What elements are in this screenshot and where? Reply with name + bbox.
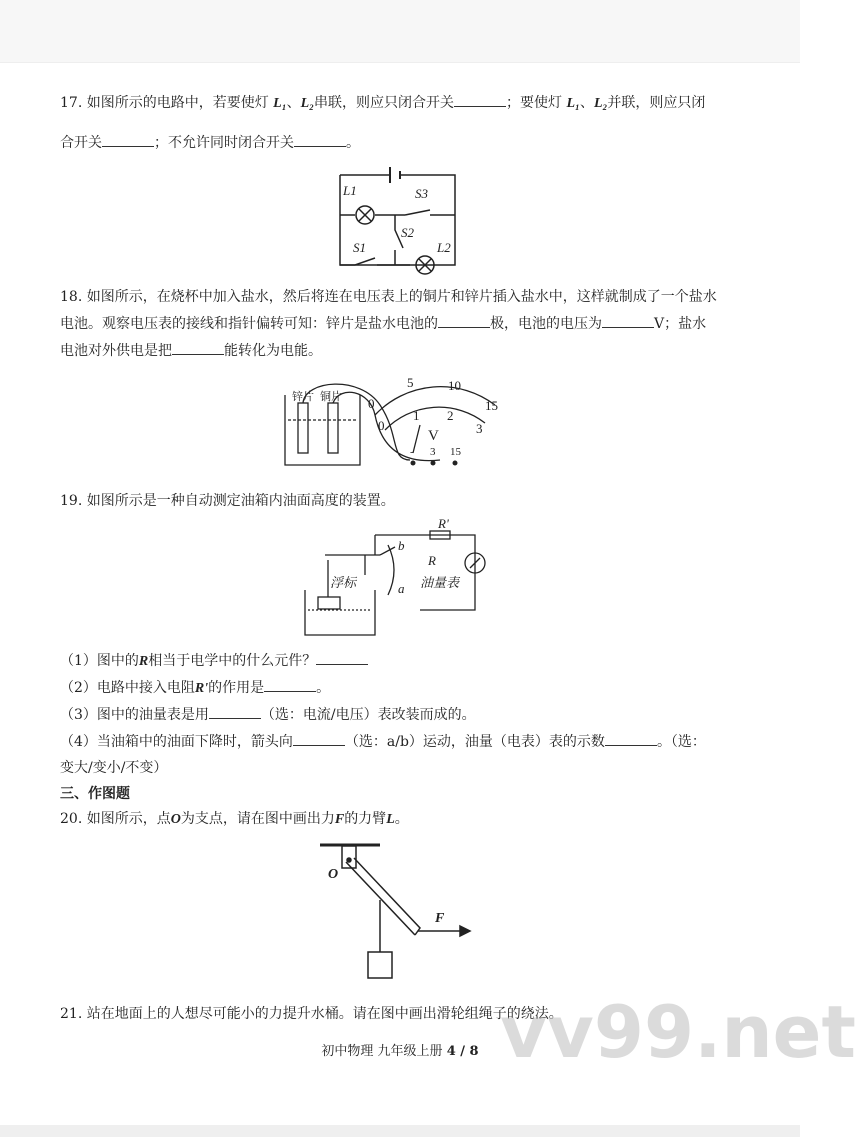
q19-part4: （4）当油箱中的油面下降时，箭头向 （选：a/b）运动，油量（电表）表的示数 。（选： [60, 734, 706, 750]
label-S3: S3 [415, 186, 428, 201]
voltmeter-symbol: V [428, 428, 439, 444]
terminal-label: 15 [450, 446, 461, 458]
page-number: 4 / 8 [446, 1044, 479, 1059]
q18-saltwater-battery-diagram [280, 375, 510, 475]
scale-label: 10 [448, 378, 461, 393]
answer-blank[interactable] [209, 706, 261, 719]
label-S2: S2 [401, 225, 414, 240]
answer-blank[interactable] [602, 315, 654, 328]
page-footer: 初中物理 九年级上册 4 / 8 [321, 1044, 479, 1059]
scale-label: 5 [407, 375, 414, 390]
q19-part2: （2）电路中接入电阻R'的作用是 。 [60, 680, 331, 696]
label-L1: L1 [343, 183, 357, 198]
q21-line: 21. 站在地面上的人想尽可能小的力提升水桶。请在图中画出滑轮组绳子的绕法。 [60, 1006, 563, 1022]
label-copper: 铜片 [320, 391, 342, 403]
answer-blank[interactable] [294, 134, 346, 147]
label-oil-gauge: 油量表 [420, 575, 460, 590]
q19-oil-gauge-diagram [300, 515, 500, 640]
answer-blank[interactable] [438, 315, 490, 328]
label-F: F [435, 911, 445, 926]
q19-part4-cont: 变大/变小/不变） [60, 760, 168, 776]
q19-part3: （3）图中的油量表是用 （选：电流/电压）表改装而成的。 [60, 707, 476, 723]
viewer-top-bar [0, 0, 800, 63]
q18-line3: 电池对外供电是把 能转化为电能。 [60, 343, 322, 359]
answer-blank[interactable] [454, 94, 506, 107]
scale-label: 0 [368, 396, 375, 411]
terminal-label: - [410, 446, 414, 458]
label-zinc: 锌片 [292, 391, 314, 403]
q17-circuit-diagram [335, 160, 465, 270]
answer-blank[interactable] [102, 134, 154, 147]
viewer-bottom-bar [0, 1125, 800, 1137]
q18-line2: 电池。观察电压表的接线和指针偏转可知：锌片是盐水电池的 极，电池的电压为 V；盐水 [60, 316, 707, 332]
answer-blank[interactable] [605, 733, 657, 746]
answer-blank[interactable] [172, 342, 224, 355]
q20-lever-diagram [320, 840, 480, 990]
q18-line1: 18. 如图所示，在烧杯中加入盐水，然后将连在电压表上的铜片和锌片插入盐水中，这样就制成了一个盐水 [60, 289, 717, 305]
q20-line: 20. 如图所示，点O为支点，请在图中画出力F的力臂L。 [60, 811, 409, 827]
label-float: 浮标 [330, 575, 357, 590]
q19-part1: （1）图中的R相当于电学中的什么元件？ [60, 650, 368, 670]
label-a: a [398, 581, 405, 596]
label-R-prime: R' [438, 516, 449, 531]
answer-blank[interactable] [264, 679, 316, 692]
label-S1: S1 [353, 240, 366, 255]
answer-blank[interactable] [316, 652, 368, 665]
label-L2: L2 [437, 240, 451, 255]
q17-line2: 合开关 ；不允许同时闭合开关 。 [60, 135, 360, 151]
scale-label: 15 [485, 398, 498, 413]
scale-label: 3 [476, 421, 483, 436]
terminal-label: 3 [430, 446, 436, 458]
scale-label: 2 [447, 408, 454, 423]
section-heading: 三、作图题 [60, 786, 130, 802]
label-O: O [328, 867, 339, 882]
label-R: R [428, 553, 436, 568]
label-b: b [398, 538, 405, 553]
scale-label: 1 [413, 408, 420, 423]
watermark: vv99.net [500, 990, 856, 1074]
scale-label: 0 [378, 418, 385, 433]
q19-line1: 19. 如图所示是一种自动测定油箱内油面高度的装置。 [60, 493, 395, 509]
q17-line1: 17. 如图所示的电路中，若要使灯 L₁、L₂串联，则应只闭合开关 ；要使灯 L₁、L₂并联，则应只闭 [60, 95, 706, 111]
answer-blank[interactable] [293, 733, 345, 746]
